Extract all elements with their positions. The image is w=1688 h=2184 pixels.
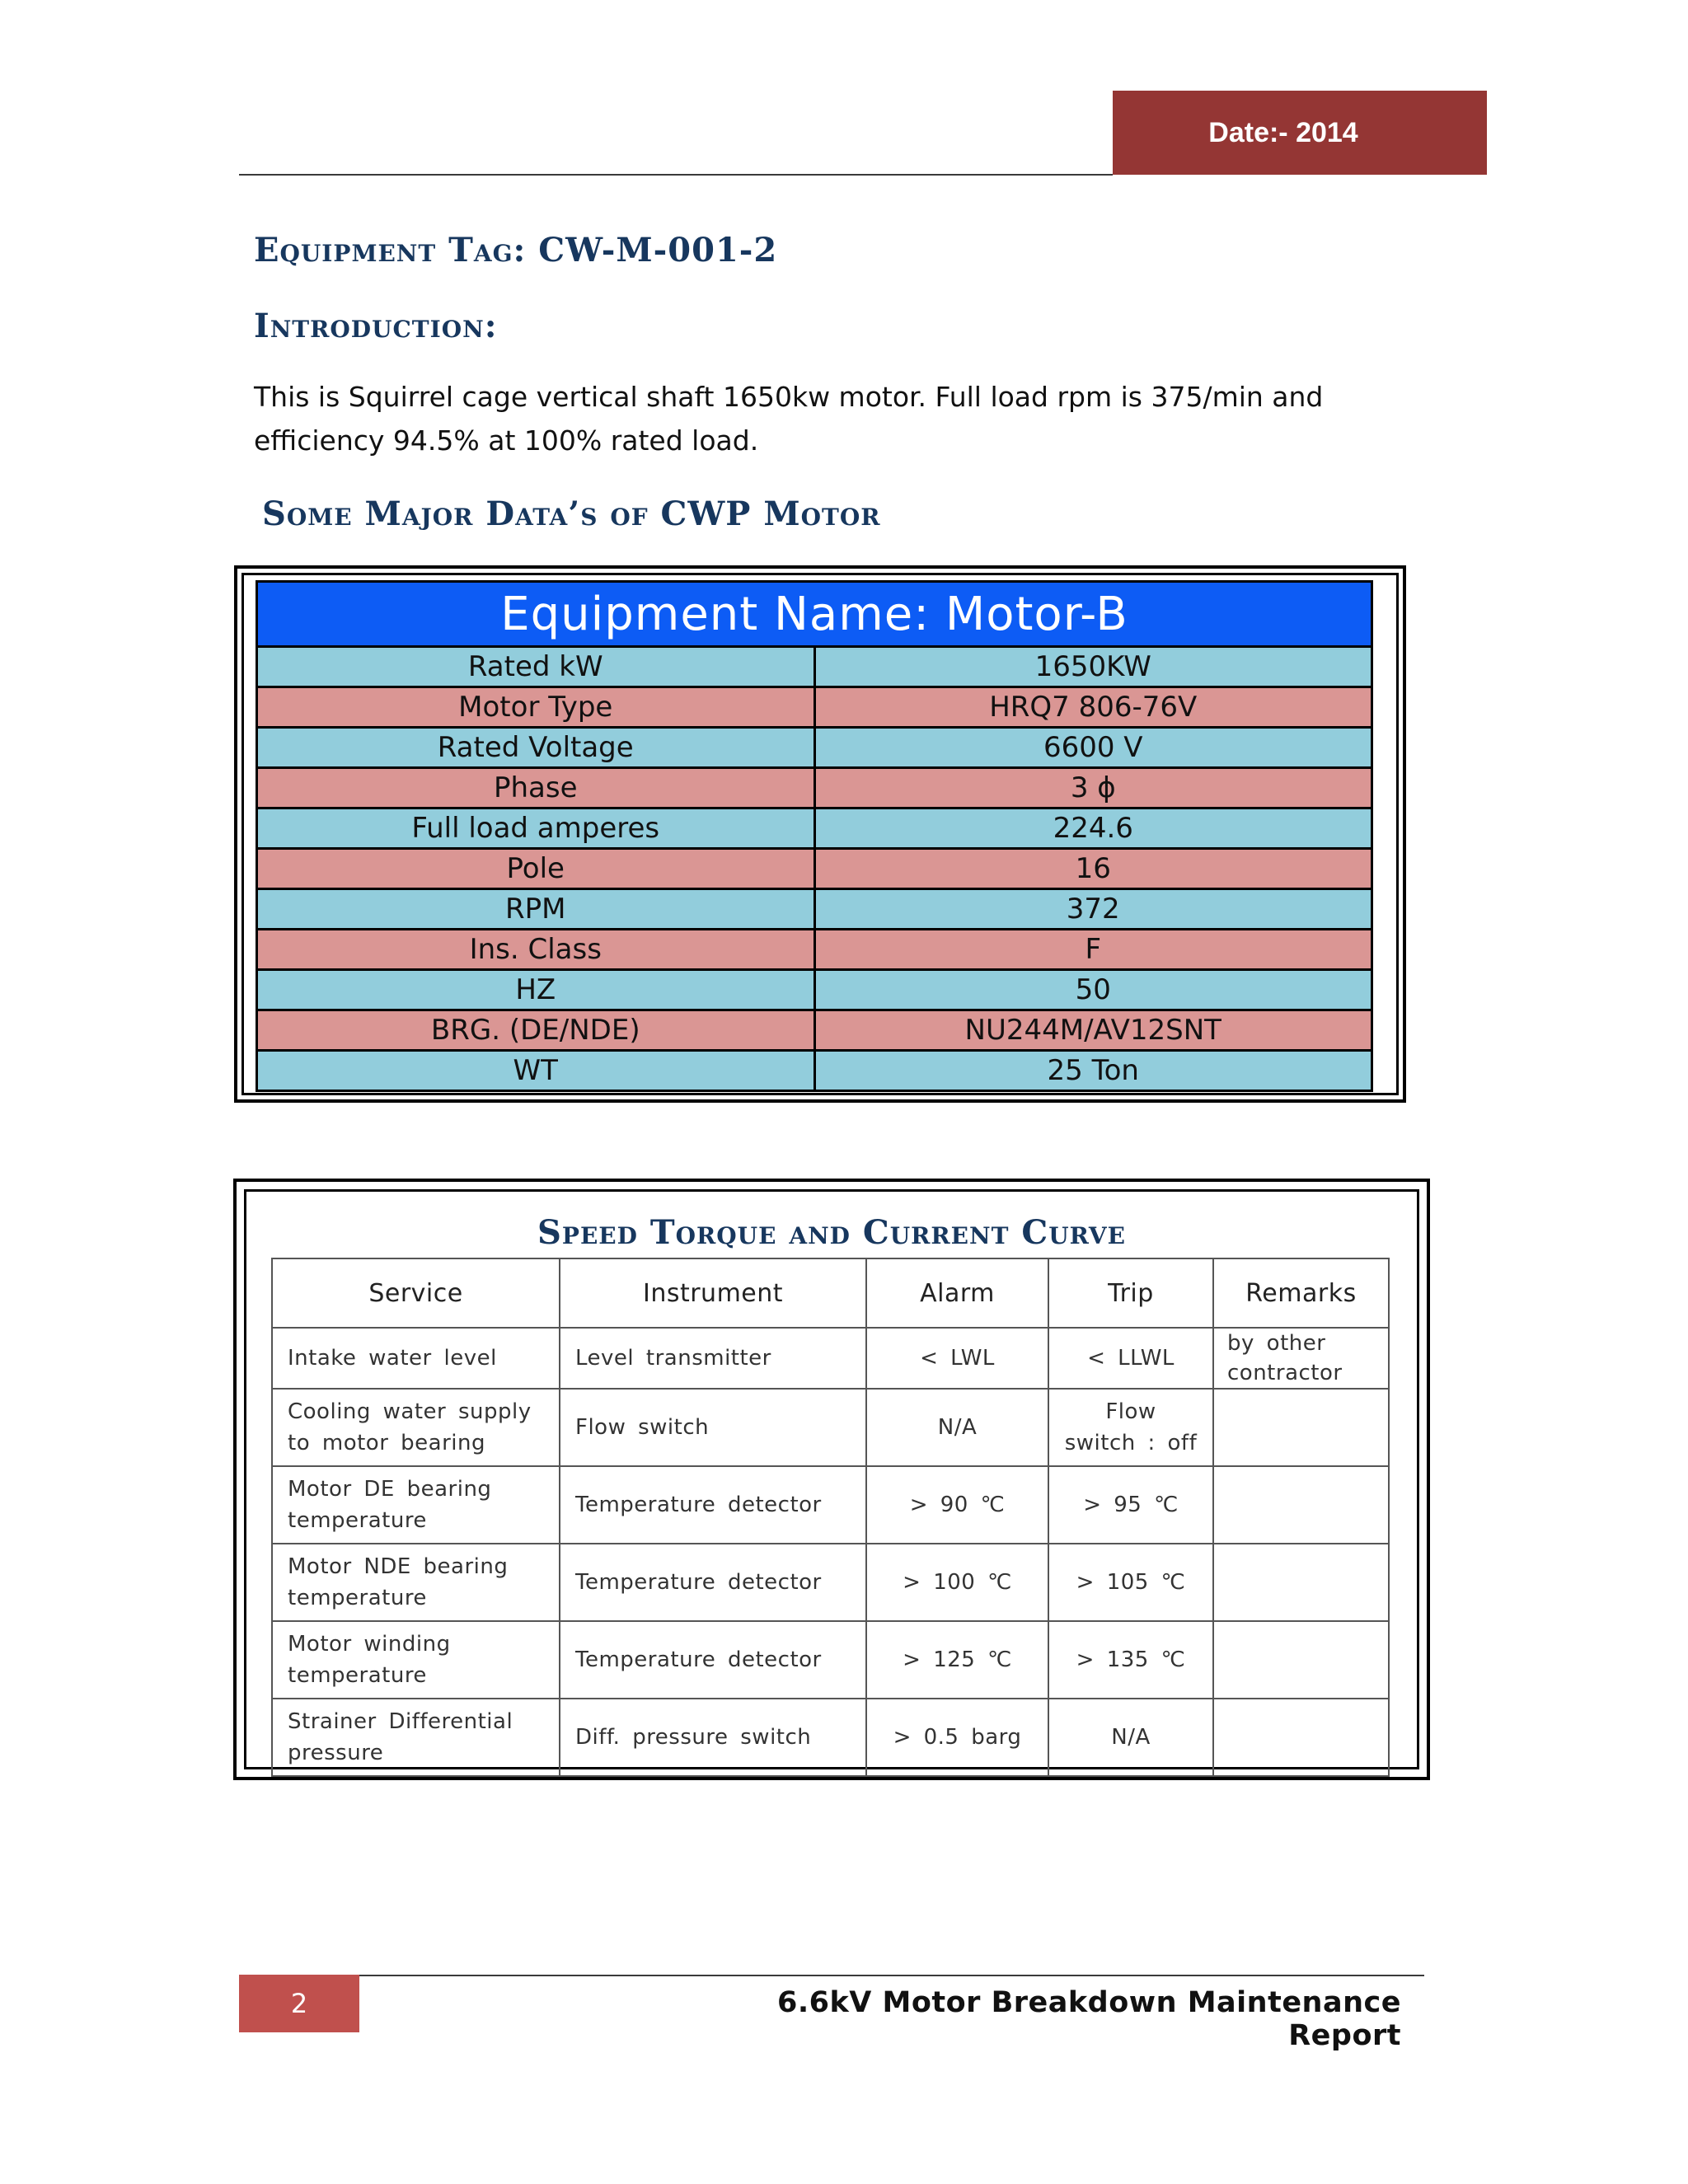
- spec-label: BRG. (DE/NDE): [257, 1010, 815, 1051]
- column-header-alarm: Alarm: [866, 1258, 1048, 1328]
- service-cell: Motor DE bearing temperature: [272, 1466, 560, 1544]
- column-header-remarks: Remarks: [1213, 1258, 1389, 1328]
- remarks-cell: [1213, 1621, 1389, 1699]
- introduction-heading: Introduction:: [254, 307, 498, 345]
- service-cell: Motor winding temperature: [272, 1621, 560, 1699]
- instrument-table-inner-frame: [244, 1189, 1419, 1769]
- spec-label: Rated kW: [257, 647, 815, 687]
- instrument-cell: Temperature detector: [560, 1466, 866, 1544]
- spec-table-inner-frame: [241, 573, 1399, 1095]
- spec-value: 50: [814, 970, 1372, 1010]
- table-row: [272, 1544, 1389, 1621]
- service-cell: Intake water level: [272, 1328, 560, 1389]
- service-cell: Cooling water supply to motor bearing: [272, 1389, 560, 1466]
- remarks-cell: by other contractor: [1213, 1328, 1389, 1389]
- spec-label: WT: [257, 1051, 815, 1091]
- equipment-tag-heading: Equipment Tag: CW-M-001-2: [254, 231, 778, 269]
- spec-table: [256, 580, 1373, 1092]
- spec-label: Motor Type: [257, 687, 815, 728]
- spec-label: Phase: [257, 768, 815, 808]
- remarks-cell: [1213, 1389, 1389, 1466]
- trip-cell: < LLWL: [1048, 1328, 1213, 1389]
- spec-value: F: [814, 930, 1372, 970]
- header-rule: [239, 174, 1113, 176]
- remarks-cell: [1213, 1544, 1389, 1621]
- major-data-heading: Some Major Data’s of CWP Motor: [262, 494, 881, 533]
- table-row: [272, 1699, 1389, 1776]
- instrument-cell: Temperature detector: [560, 1621, 866, 1699]
- table-row: [257, 768, 1372, 808]
- spec-label: Pole: [257, 849, 815, 889]
- table-row: [272, 1621, 1389, 1699]
- footer-report-title: 6.6kV Motor Breakdown Maintenance Report: [776, 1986, 1401, 2052]
- column-header-service: Service: [272, 1258, 560, 1328]
- alarm-cell: < LWL: [866, 1328, 1048, 1389]
- instrument-cell: Temperature detector: [560, 1544, 866, 1621]
- trip-cell: > 105 ℃: [1048, 1544, 1213, 1621]
- table-row: [272, 1389, 1389, 1466]
- instrument-cell: Level transmitter: [560, 1328, 866, 1389]
- remarks-cell: [1213, 1699, 1389, 1776]
- spec-value: NU244M/AV12SNT: [814, 1010, 1372, 1051]
- column-header-instrument: Instrument: [560, 1258, 866, 1328]
- spec-title-row: [257, 582, 1372, 647]
- table-row: [257, 728, 1372, 768]
- column-header-trip: Trip: [1048, 1258, 1213, 1328]
- table-row: [257, 808, 1372, 849]
- alarm-cell: > 125 ℃: [866, 1621, 1048, 1699]
- spec-table-title: Equipment Name: Motor-B: [257, 582, 1372, 647]
- spec-value: 224.6: [814, 808, 1372, 849]
- table-row: [257, 687, 1372, 728]
- spec-value: 372: [814, 889, 1372, 930]
- table-row: [257, 647, 1372, 687]
- table-row: [257, 889, 1372, 930]
- introduction-text: This is Squirrel cage vertical shaft 1650kw motor. Full load rpm is 375/min and efficiency 94.5% at 100% rated load.: [254, 381, 1324, 457]
- spec-value: 25 Ton: [814, 1051, 1372, 1091]
- alarm-cell: > 100 ℃: [866, 1544, 1048, 1621]
- trip-cell: N/A: [1048, 1699, 1213, 1776]
- speed-torque-curve-title: Speed Torque and Current Curve: [537, 1213, 1126, 1252]
- page-number: 2: [239, 1975, 359, 2032]
- table-row: [257, 1010, 1372, 1051]
- instrument-cell: Diff. pressure switch: [560, 1699, 866, 1776]
- table-row: [257, 970, 1372, 1010]
- instrument-table-frame: [233, 1179, 1430, 1780]
- trip-cell: > 95 ℃: [1048, 1466, 1213, 1544]
- table-row: [257, 849, 1372, 889]
- alarm-cell: > 90 ℃: [866, 1466, 1048, 1544]
- spec-table-frame: [234, 565, 1406, 1103]
- trip-cell: Flow switch : off: [1048, 1389, 1213, 1466]
- alarm-cell: N/A: [866, 1389, 1048, 1466]
- spec-label: Rated Voltage: [257, 728, 815, 768]
- spec-label: HZ: [257, 970, 815, 1010]
- table-row: [272, 1328, 1389, 1389]
- spec-value: 1650KW: [814, 647, 1372, 687]
- alarm-cell: > 0.5 barg: [866, 1699, 1048, 1776]
- table-row: [257, 1051, 1372, 1091]
- spec-value: 6600 V: [814, 728, 1372, 768]
- instrument-header-row: [272, 1258, 1389, 1328]
- remarks-cell: [1213, 1466, 1389, 1544]
- table-row: [257, 930, 1372, 970]
- instrument-table: [271, 1258, 1390, 1777]
- spec-label: RPM: [257, 889, 815, 930]
- spec-label: Ins. Class: [257, 930, 815, 970]
- instrument-cell: Flow switch: [560, 1389, 866, 1466]
- trip-cell: > 135 ℃: [1048, 1621, 1213, 1699]
- spec-value: 16: [814, 849, 1372, 889]
- spec-value: HRQ7 806-76V: [814, 687, 1372, 728]
- service-cell: Strainer Differential pressure: [272, 1699, 560, 1776]
- spec-value: 3 ϕ: [814, 768, 1372, 808]
- table-row: [272, 1466, 1389, 1544]
- service-cell: Motor NDE bearing temperature: [272, 1544, 560, 1621]
- date-badge: Date:- 2014: [1113, 91, 1487, 175]
- footer-rule: [359, 1975, 1424, 1976]
- spec-label: Full load amperes: [257, 808, 815, 849]
